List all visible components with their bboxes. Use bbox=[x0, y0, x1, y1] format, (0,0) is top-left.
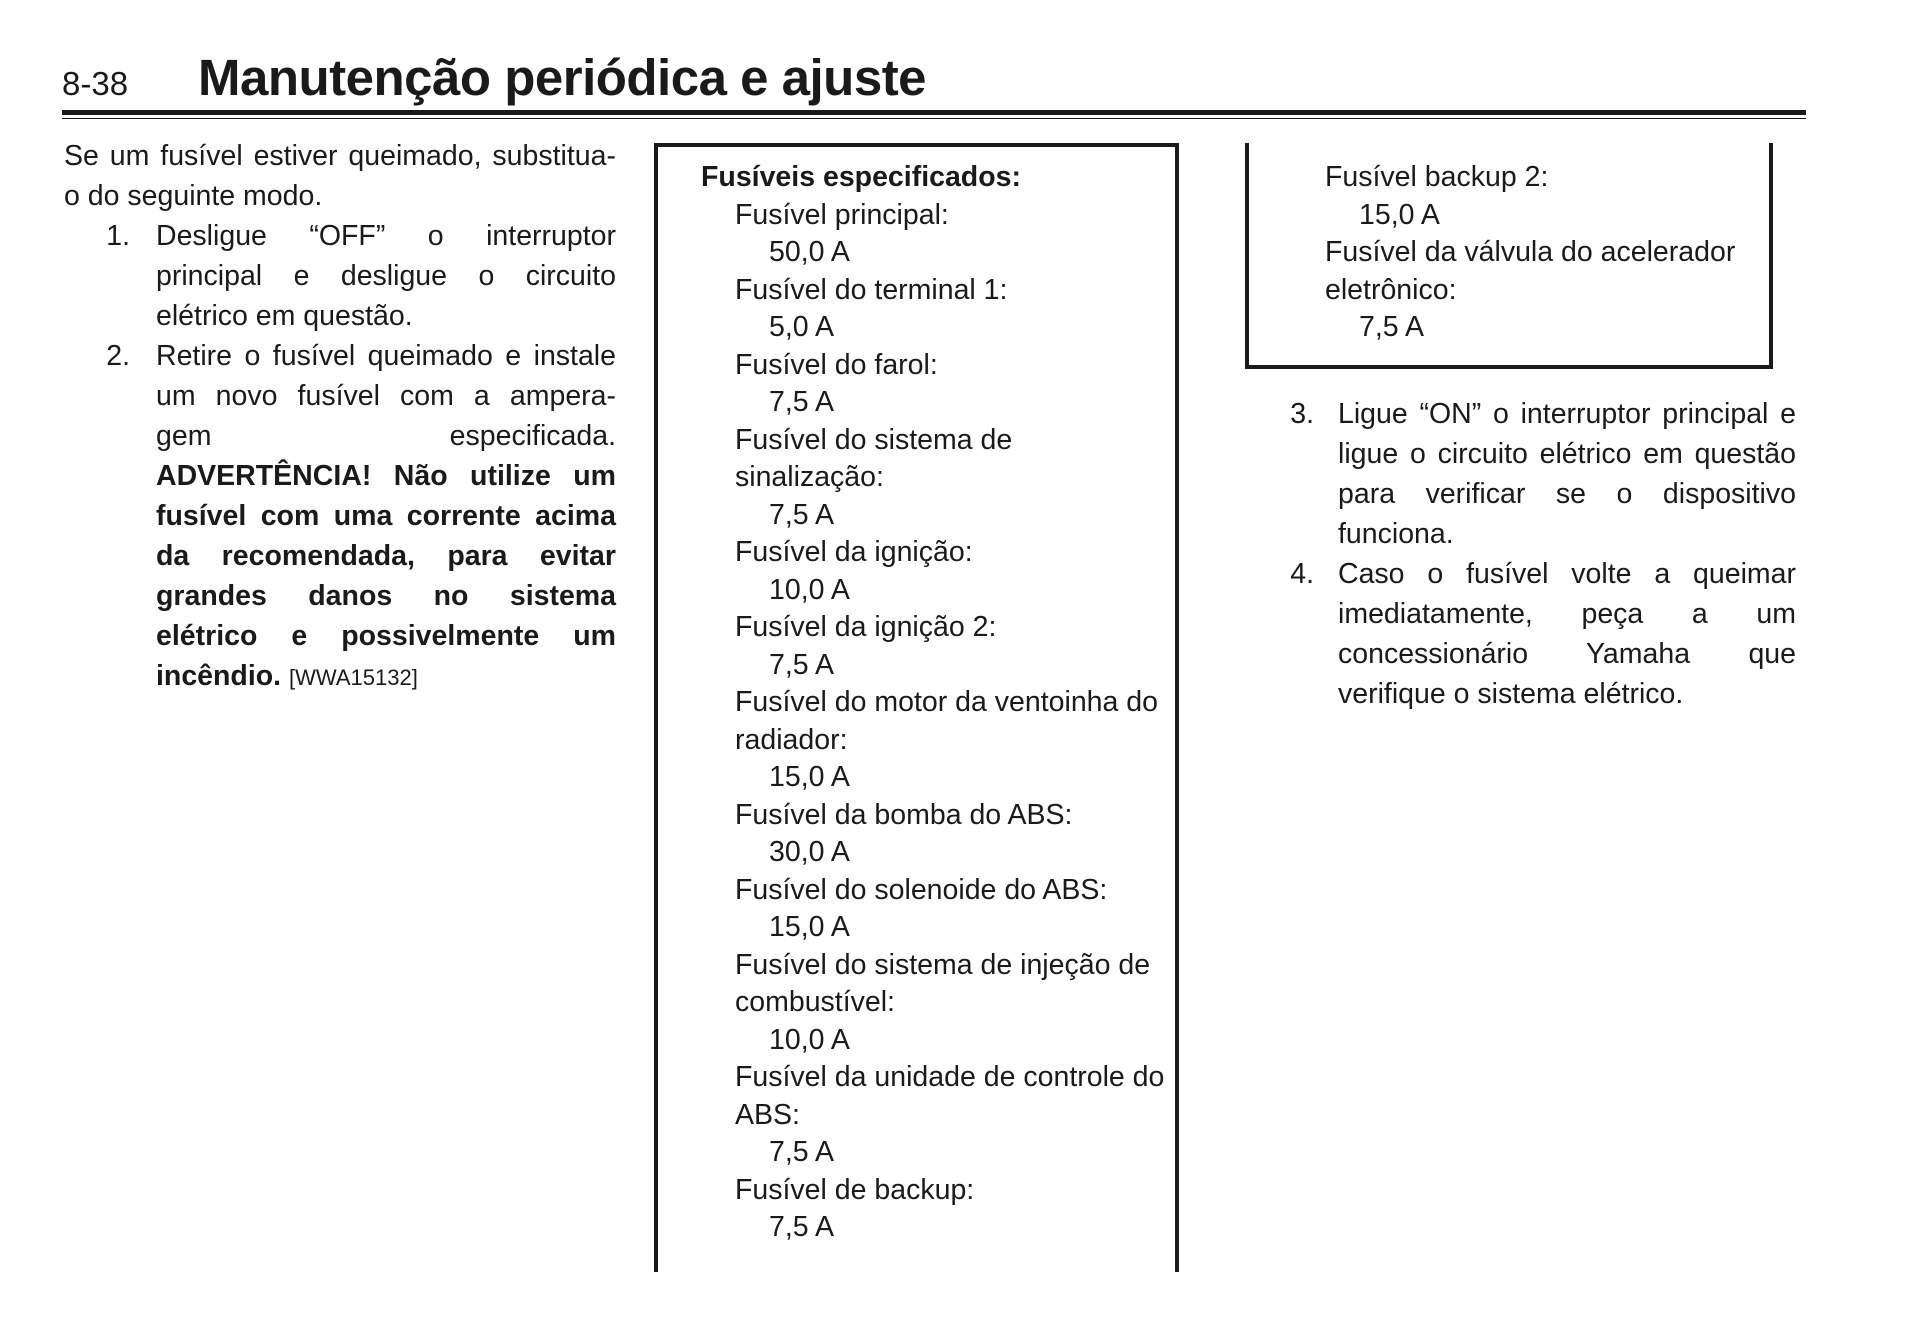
steps-list-left bbox=[64, 216, 616, 698]
spec-name: Fusível da bomba do ABS: bbox=[735, 798, 1073, 831]
step-number: 3. bbox=[1290, 398, 1314, 430]
spec-list-mid bbox=[701, 159, 1165, 1247]
list-item bbox=[1262, 394, 1796, 554]
title-rule bbox=[62, 110, 1806, 119]
spec-value: 10,0 A bbox=[769, 573, 850, 606]
spec-item bbox=[735, 797, 1165, 872]
spec-value: 50,0 A bbox=[769, 236, 850, 268]
spec-value: 7,5 A bbox=[769, 498, 834, 531]
step-text-line: um novo fusível com a ampera- bbox=[156, 380, 616, 412]
spec-name: Fusível da ignição 2: bbox=[735, 611, 997, 643]
spec-name: Fusível do sistema de injeção de combustível: bbox=[735, 948, 1151, 1018]
spec-name: Fusível da unidade de controle do ABS: bbox=[735, 1061, 1165, 1131]
page-title: Manutenção periódica e ajuste bbox=[198, 49, 927, 106]
step-text-line: Retire o fusível queimado e instale bbox=[156, 340, 616, 372]
steps-list-right bbox=[1262, 394, 1796, 714]
list-item bbox=[64, 216, 616, 336]
step-text: Desligue “OFF” o interruptor principal e desligue o circuito elétrico em questão. bbox=[156, 220, 616, 332]
spec-value: 15,0 A bbox=[769, 911, 850, 943]
spec-name: Fusível do sistema de sinalização: bbox=[735, 423, 1013, 493]
list-item bbox=[1262, 554, 1796, 714]
right-column bbox=[1262, 394, 1796, 714]
spec-item bbox=[735, 272, 1165, 347]
step-number: 2. bbox=[106, 340, 130, 372]
intro-paragraph: Se um fusível estiver queimado, substitua-o do seguinte modo. bbox=[64, 140, 616, 212]
step-text: Caso o fusível volte a queimar imediatamente, peça a um concessionário Yamaha que verifique o sistema elétrico. bbox=[1338, 558, 1796, 710]
spec-name: Fusível da ignição: bbox=[735, 536, 973, 568]
spec-item bbox=[735, 534, 1165, 609]
spec-name: Fusível de backup: bbox=[735, 1173, 975, 1206]
spec-name: Fusível backup 2: bbox=[1325, 161, 1549, 193]
spec-list-right bbox=[1325, 159, 1755, 347]
spec-name: Fusível do solenoide do ABS: bbox=[735, 873, 1108, 906]
spec-name: Fusível principal: bbox=[735, 198, 949, 231]
step-text: Ligue “ON” o interruptor principal e ligue o circuito elétrico em questão para verificar se o dispositivo funciona. bbox=[1338, 398, 1796, 550]
spec-name: Fusível do motor da ventoinha do radiador: bbox=[735, 686, 1159, 756]
warning-text: ADVERTÊNCIA! Não utilize um fusível com uma corrente acima da recomendada, para evitar grandes danos no sistema elétrico e possivelmente um incêndio. bbox=[156, 460, 616, 692]
spec-item bbox=[1325, 159, 1755, 234]
warning-code: [WWA15132] bbox=[289, 665, 418, 690]
spec-value: 10,0 A bbox=[769, 1023, 850, 1056]
spec-item bbox=[735, 197, 1165, 272]
warning-block bbox=[156, 456, 616, 698]
step-number: 4. bbox=[1290, 558, 1314, 590]
spec-value: 7,5 A bbox=[769, 1211, 834, 1243]
spec-value: 30,0 A bbox=[769, 836, 850, 868]
spec-item bbox=[1325, 234, 1755, 347]
spec-value: 7,5 A bbox=[1359, 311, 1424, 343]
spec-item bbox=[735, 422, 1165, 535]
spec-name: Fusível do terminal 1: bbox=[735, 273, 1008, 306]
spec-value: 7,5 A bbox=[769, 386, 834, 418]
step-number: 1. bbox=[106, 220, 130, 252]
spec-item bbox=[735, 872, 1165, 947]
list-item bbox=[64, 336, 616, 698]
spec-value: 7,5 A bbox=[769, 648, 834, 681]
spec-item bbox=[735, 1172, 1165, 1247]
spec-item bbox=[735, 684, 1165, 797]
left-column bbox=[64, 136, 616, 698]
spec-heading: Fusíveis especificados: bbox=[701, 161, 1021, 193]
spec-value: 15,0 A bbox=[1359, 198, 1440, 231]
spec-item bbox=[735, 947, 1165, 1060]
spec-name: Fusível da válvula do acelerador eletrônico: bbox=[1325, 236, 1736, 306]
spec-item bbox=[735, 609, 1165, 684]
spec-item bbox=[735, 347, 1165, 422]
spec-item bbox=[735, 1059, 1165, 1172]
spec-name: Fusível do farol: bbox=[735, 348, 938, 381]
spec-value: 7,5 A bbox=[769, 1136, 834, 1168]
spec-value: 15,0 A bbox=[769, 761, 850, 793]
page-number: 8-38 bbox=[62, 65, 129, 102]
spec-value: 5,0 A bbox=[769, 311, 834, 343]
step-text-line: gem especificada. bbox=[156, 420, 616, 452]
